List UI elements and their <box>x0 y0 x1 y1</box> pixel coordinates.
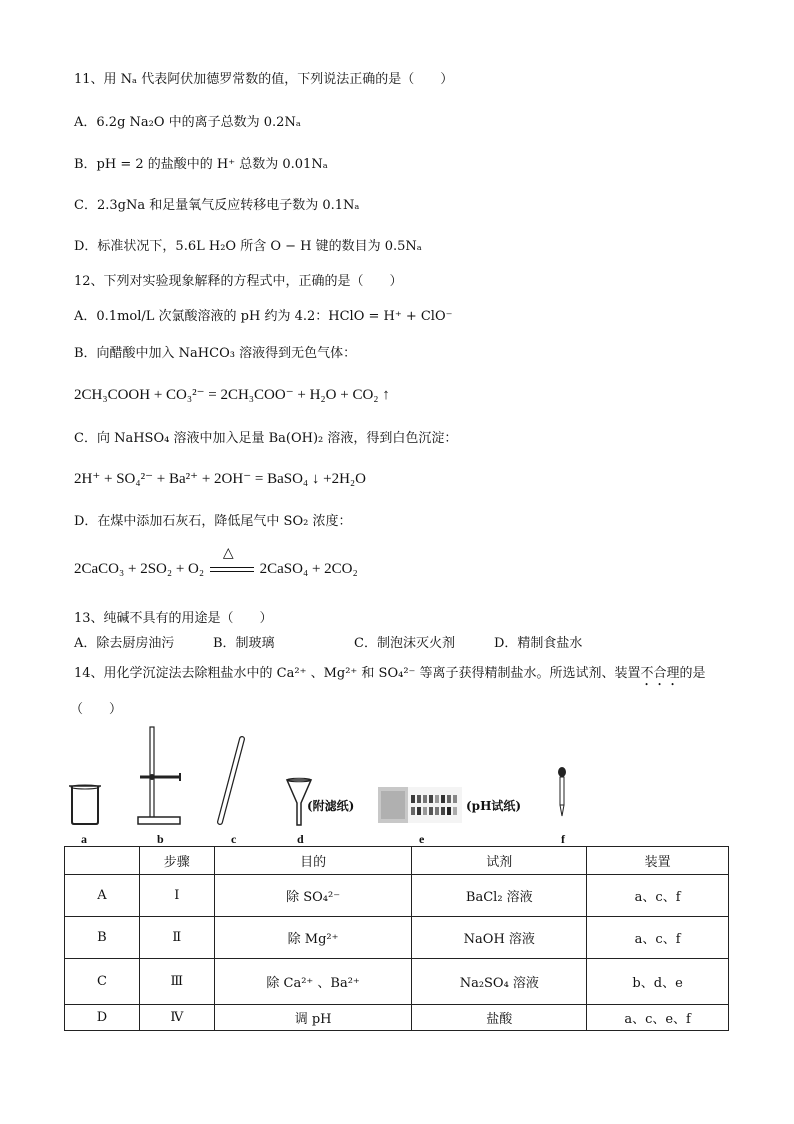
q13-stem: 13、纯碱不具有的用途是（ ） <box>74 611 273 626</box>
table-header-row <box>65 847 729 875</box>
q14-answer-blank: （ ） <box>70 702 123 717</box>
table-header-cell: 步骤 <box>139 847 214 875</box>
table-cell: A <box>65 875 140 917</box>
equation-right-side: 2CaSO₄ + 2CO₂ <box>259 561 358 577</box>
q11-option-a: A．6.2g Na₂O 中的离子总数为 0.2Nₐ <box>74 115 301 130</box>
q11-option-b: B．pH = 2 的盐酸中的 H⁺ 总数为 0.01Nₐ <box>74 157 328 172</box>
q14-stem-part2: 的是 <box>679 666 706 681</box>
table-cell: 调 pH <box>214 1005 412 1031</box>
q12-option-b: B．向醋酸中加入 NaHCO₃ 溶液得到无色气体： <box>74 346 357 361</box>
glass-rod-icon <box>214 736 248 826</box>
q12-option-c: C．向 NaHSO₄ 溶液中加入足量 Ba(OH)₂ 溶液，得到白色沉淀： <box>74 431 458 446</box>
apparatus-label-f: f <box>561 832 565 846</box>
q12-option-d: D．在煤中添加石灰石，降低尾气中 SO₂ 浓度： <box>74 514 352 529</box>
q12-option-a: A．0.1mol/L 次氯酸溶液的 pH 约为 4.2：HClO = H⁺ + ClO⁻ <box>74 309 453 324</box>
table-cell: NaOH 溶液 <box>412 917 587 959</box>
q13-option-c: C．制泡沫灭火剂 <box>354 636 455 651</box>
table-cell: 除 Ca²⁺ 、Ba²⁺ <box>214 959 412 1005</box>
q11-option-d: D．标准状况下，5.6L H₂O 所含 O − H 键的数目为 0.5Nₐ <box>74 239 422 254</box>
apparatus-label-b: b <box>157 832 164 846</box>
q12-option-b-equation: 2CH₃COOH + CO₃²⁻ = 2CH₃COO⁻ + H₂O + CO₂ ↑ <box>74 387 390 403</box>
table-cell: C <box>65 959 140 1005</box>
table-cell: 除 Mg²⁺ <box>214 917 412 959</box>
table-header-cell: 试剂 <box>412 847 587 875</box>
q12-option-d-equation <box>74 545 358 577</box>
reagent-table <box>64 846 729 1031</box>
table-cell: Ⅲ <box>139 959 214 1005</box>
q14-stem-part1: 14、用化学沉淀法去除粗盐水中的 Ca²⁺ 、Mg²⁺ 和 SO₄²⁻ 等离子获得精制盐水。所选试剂、装置 <box>74 666 641 681</box>
table-cell: Na₂SO₄ 溶液 <box>412 959 587 1005</box>
q14-stem <box>74 666 706 689</box>
table-cell: Ⅰ <box>139 875 214 917</box>
table-cell: BaCl₂ 溶液 <box>412 875 587 917</box>
q13-option-b: B．制玻璃 <box>213 636 275 651</box>
q13-option-d: D．精制食盐水 <box>494 636 583 651</box>
q13-option-a: A．除去厨房油污 <box>74 636 175 651</box>
table-row <box>65 875 729 917</box>
apparatus-label-d: d <box>297 832 304 846</box>
ph-paper-icon <box>378 785 462 825</box>
table-cell: 盐酸 <box>412 1005 587 1031</box>
apparatus-label-a: a <box>81 832 87 846</box>
q12-stem: 12、下列对实验现象解释的方程式中，正确的是（ ） <box>74 274 403 289</box>
equation-left-side: 2CaCO₃ + 2SO₂ + O₂ <box>74 561 205 577</box>
table-header-cell: 目的 <box>214 847 412 875</box>
dropper-icon <box>554 766 570 818</box>
q11-option-c: C．2.3gNa 和足量氧气反应转移电子数为 0.1Nₐ <box>74 198 360 213</box>
table-cell: 除 SO₄²⁻ <box>214 875 412 917</box>
beaker-icon <box>66 782 106 826</box>
apparatus-label-c: c <box>231 832 237 846</box>
table-cell: D <box>65 1005 140 1031</box>
table-cell: a、c、e、f <box>587 1005 729 1031</box>
table-row <box>65 1005 729 1031</box>
table-row <box>65 917 729 959</box>
q11-stem: 11、用 Nₐ 代表阿伏加德罗常数的值，下列说法正确的是（ ） <box>74 72 454 87</box>
table-header-cell: 装置 <box>587 847 729 875</box>
q12-option-c-equation: 2H⁺ + SO₄²⁻ + Ba²⁺ + 2OH⁻ = BaSO₄ ↓ +2H₂O <box>74 471 366 487</box>
table-cell: B <box>65 917 140 959</box>
ph-paper-label: (pH试纸) <box>466 799 522 813</box>
table-row <box>65 959 729 1005</box>
iron-stand-icon <box>136 725 192 827</box>
table-cell: a、c、f <box>587 917 729 959</box>
heating-condition: △ <box>222 545 234 561</box>
table-cell: Ⅱ <box>139 917 214 959</box>
table-cell: a、c、f <box>587 875 729 917</box>
table-cell: b、d、e <box>587 959 729 1005</box>
table-cell: Ⅳ <box>139 1005 214 1031</box>
heating-arrow <box>210 545 254 576</box>
apparatus-label-e: e <box>419 832 425 846</box>
table-header-cell <box>65 847 140 875</box>
double-line <box>210 567 254 572</box>
funnel-filter-paper-label: (附滤纸) <box>307 799 355 813</box>
q14-stem-emphasis: 不合理 <box>640 666 680 681</box>
